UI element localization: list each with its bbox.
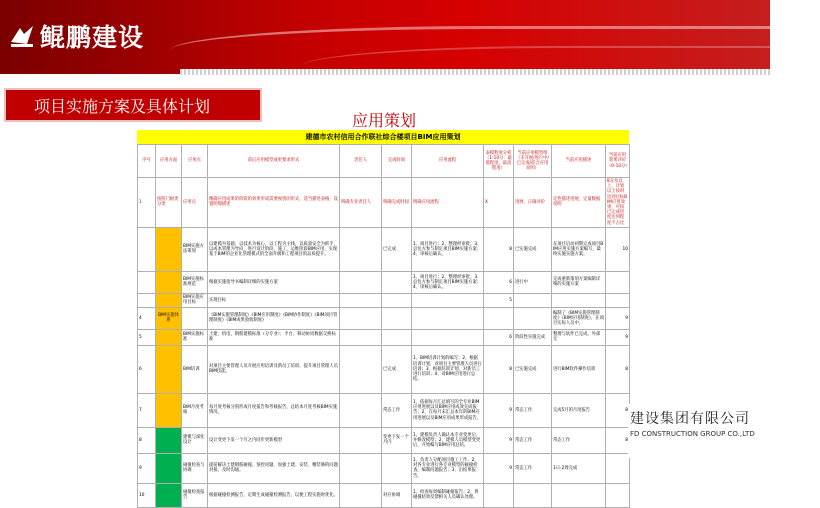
table-cell-flow: 1、BIM培训计划的编写；2、根据培训计划，对项目主要管理人员进行培训；3、根据培训计划，对新员工进行培训；4、对BIM应用进行总结。 — [412, 345, 484, 393]
table-cell-no: 7 — [138, 393, 156, 427]
table-cell-flow — [412, 329, 484, 345]
table-cell-req: 设计变更下发一个月之内同步更新模型 — [208, 427, 340, 453]
table-cell-flow: 1、检查每周编制碰撞报告；2、将碰撞结果反馈相关人员确认处理。 — [412, 483, 484, 507]
table-cell-group — [156, 329, 182, 345]
guide-cell: 定性描述进展，定量数据说明 — [552, 178, 606, 228]
table-cell-status: 阶段性实施完成 — [514, 329, 552, 345]
table-cell-owner — [340, 393, 382, 427]
table-cell-status — [514, 307, 552, 329]
table-cell-point: BIM实施标准 — [182, 329, 208, 345]
table-cell-score — [484, 307, 514, 329]
table-cell-time — [382, 307, 412, 329]
table-cell-group — [156, 427, 182, 453]
table-cell-time: 常态工作 — [382, 393, 412, 427]
table-cell-group — [156, 393, 182, 427]
table-cell-owner — [340, 227, 382, 271]
table-row — [138, 271, 630, 293]
sheet-title: 建德市农村信用合作联社综合楼项目BIM应用策划 — [137, 130, 629, 144]
section-label — [4, 88, 262, 122]
table-row — [138, 227, 630, 271]
table-cell-score — [484, 483, 514, 507]
header-cell: 序号 — [138, 145, 156, 178]
header-banner — [0, 0, 770, 74]
table-cell-eval: 8 — [606, 345, 630, 393]
table-row — [138, 307, 630, 329]
table-cell-desc — [552, 483, 606, 507]
company-logo — [8, 18, 144, 54]
table-cell-score: 8 — [484, 345, 514, 393]
table-cell-time — [382, 453, 412, 483]
company-footer — [628, 404, 770, 458]
header-cell: 当前应用描述 — [552, 145, 606, 178]
table-cell-flow: 1、负责人分配项目施工工作；2、对各专业进行各专业模型的碰撞检查，编制问题报告；3、出结果报告。 — [412, 453, 484, 483]
table-cell-owner — [340, 293, 382, 307]
table-cell-point: BIM实施方法策划 — [182, 227, 208, 271]
header-cell: 表模程度分析（1-10分：最低程度，最高程度） — [484, 145, 514, 178]
table-cell-eval — [606, 271, 630, 293]
table-cell-no: 10 — [138, 483, 156, 507]
table-cell-desc: 1日-2周完成 — [552, 453, 606, 483]
spreadsheet-image — [137, 130, 630, 501]
table-cell-time — [382, 293, 412, 307]
table-cell-point: 碰撞检查与协调 — [182, 453, 208, 483]
table-cell-owner — [340, 427, 382, 453]
guide-cell: X — [484, 178, 514, 228]
table-cell-group — [156, 453, 182, 483]
table-cell-time: 已完成 — [382, 227, 412, 271]
table-cell-flow: 1、项目进行；2、整理经审批；3、总包方参与制定项目BIM实施方案；4、审核后确认。 — [412, 227, 484, 271]
guide-cell: 明确完成时间 — [382, 178, 412, 228]
table-cell-req: 对项目主要管理人员开展应用培训及新员工培训，提升项目管理人员BIM技能。 — [208, 345, 340, 393]
table-cell-eval — [606, 293, 630, 307]
table-cell-time: 对应协调 — [382, 483, 412, 507]
table-cell-flow: 1、依据每月汇总填写的全专业BIM应用进展以及BIM应用成效完成报告；2、在每月末汇总本年的BIM应用进展以及BIM应用成果形成报告。 — [412, 393, 484, 427]
table-cell-req: 实现目标 — [208, 293, 340, 307]
table-cell-point: 建模与深化设计 — [182, 427, 208, 453]
header-cell: 应用点 — [182, 145, 208, 178]
table-cell-owner — [340, 345, 382, 393]
table-cell-point: 碰撞检查报告 — [182, 483, 208, 507]
table-cell-req: 根据实施指导书编制详细的实施方案 — [208, 271, 340, 293]
guide-cell: 精确应用成果的阶段的效果形成需要视别的形式，适当描述表格，设置明细描述 — [208, 178, 340, 228]
table-cell-status: 已实施完成 — [514, 227, 552, 271]
guide-cell: 1 — [138, 178, 156, 228]
table-cell-time — [382, 329, 412, 345]
table-cell-time: 变更下发一个月内 — [382, 427, 412, 453]
table-body — [138, 227, 630, 507]
table-row — [138, 393, 630, 427]
table-cell-desc: 编制了《BIM实施管理制度》《BIM应用制度》，在项目实际人员中。 — [552, 307, 606, 329]
table-cell-owner — [340, 483, 382, 507]
header-cell: 当前应用模型组（未开展/进行中/已完成/结合应用说明） — [514, 145, 552, 178]
table-cell-point: BIM实施标准规范 — [182, 271, 208, 293]
table-cell-eval — [606, 453, 630, 483]
company-name-cn: 建设集团有限公司 — [630, 411, 750, 427]
table-cell-desc: 在项目启动初期完成项目BIM应用实施方案编写，最终实施实施方案。 — [552, 227, 606, 271]
table-cell-point — [182, 307, 208, 329]
table-cell-score: 9 — [484, 393, 514, 427]
table-cell-desc: 常态工作 — [552, 427, 606, 453]
table-cell-owner — [340, 453, 382, 483]
table-cell-flow — [412, 293, 484, 307]
header-cell: 完成时间 — [382, 145, 412, 178]
header-cell: 责任人 — [340, 145, 382, 178]
table-cell-owner — [340, 329, 382, 345]
table-cell-no: 5 — [138, 329, 156, 345]
guide-cell: 应用点 — [182, 178, 208, 228]
table-cell-score: 9 — [484, 453, 514, 483]
table-cell-flow — [412, 307, 484, 329]
guide-cell: 明确专业责任人 — [340, 178, 382, 228]
table-row — [138, 329, 630, 345]
logo-text: 鲲鹏建设 — [40, 23, 145, 52]
table-cell-desc: 整理与软件已完成，外部无 — [552, 329, 606, 345]
table-cell-score: 5 — [484, 293, 514, 307]
table-cell-owner — [340, 307, 382, 329]
table-cell-no: 8 — [138, 427, 156, 453]
table-cell-group — [156, 345, 182, 393]
table-cell-req: 提前解决土建钢筋碰撞，预控问题，加强土建、安装、精装修的问题对接，及时沟通。 — [208, 453, 340, 483]
table-cell-flow: 1、建模负责人确认本专业变更后，并修改模型；2、建模人员模型变更后，开始编写BIM应用总结。 — [412, 427, 484, 453]
table-cell-group — [156, 293, 182, 307]
header-stripe — [180, 69, 770, 75]
table-cell-status: 已实施完成 — [514, 345, 552, 393]
table-cell-flow: 1、项目进行；2、整理经审批；3、总包方参与制定项目BIM实施方案；4、审核后确认。 — [412, 271, 484, 293]
table-cell-status: 进行中 — [514, 271, 552, 293]
table-cell-eval: 9 — [606, 329, 630, 345]
table-cell-no — [138, 293, 156, 307]
table-cell-no — [138, 271, 156, 293]
table-cell-no: 6 — [138, 345, 156, 393]
company-name-en: FD CONSTRUCTION GROUP CO.,LTD — [630, 430, 755, 438]
table-cell-status: 常态工作 — [514, 453, 552, 483]
table-cell-eval — [606, 483, 630, 507]
table-cell-group — [156, 227, 182, 271]
table-cell-status — [514, 293, 552, 307]
table-cell-eval: 8 — [606, 427, 630, 453]
header-cell: 应用方面 — [156, 145, 182, 178]
table-cell-score: 9 — [484, 427, 514, 453]
table-cell-eval: 10 — [606, 227, 630, 271]
table-cell-req: 以建模为基础，以技术为核心，以工程为主线，以质量安全为抓手，以成本管理为导向，进行设计阶段、施工、运维阶段BIM应用，实现基于BIM的企业化管理模式的全面升级和工程项目的品质提升。 — [208, 227, 340, 271]
table-cell-req: 每月度考核分别形成月度报告和考核报告，总结本月度考核BIM实施情况。 — [208, 393, 340, 427]
header-cell: 应用流程 — [412, 145, 484, 178]
table-cell-desc — [552, 293, 606, 307]
guide-cell: 8分及以上，计划以上按时达到目标BIM应用效果，可按已完成进度达到程度不占比 — [606, 178, 630, 228]
table-cell-no: 9 — [138, 453, 156, 483]
table-cell-status — [514, 483, 552, 507]
slide-title: 应用策划 — [352, 111, 417, 130]
table-cell-desc: 完成重新策划方案编制详细的实施方案 — [552, 271, 606, 293]
table-cell-score: 6 — [484, 271, 514, 293]
table-cell-no: 4 — [138, 307, 156, 329]
table-header-row — [138, 145, 630, 178]
table-row — [138, 453, 630, 483]
logo-mark-icon — [8, 22, 36, 50]
table-cell-desc: 进行BIM软件操作培训 — [552, 345, 606, 393]
table-cell-group: BIM实施体系 — [156, 307, 182, 329]
table-cell-no — [138, 227, 156, 271]
table-row — [138, 427, 630, 453]
section-label-text: 项目实施方案及具体计划 — [34, 96, 211, 116]
guide-cell: 进展、正确评价 — [514, 178, 552, 228]
table-cell-desc: 完成5月的月度报告 — [552, 393, 606, 427]
bim-plan-table — [137, 144, 630, 508]
table-cell-req: 土建、机电、钢筋建模标准（分专业）；平台、移动协同数据交换标准 — [208, 329, 340, 345]
table-cell-score: 8 — [484, 227, 514, 271]
table-cell-req: 根据碰撞检测报告，定期生成碰撞检测报告，以便工程实施时优化。 — [208, 483, 340, 507]
header-cell: 当前应用效果评价（0-10分） — [606, 145, 630, 178]
guide-cell: 明确应用流程 — [412, 178, 484, 228]
table-cell-point: BIM实施应用目标 — [182, 293, 208, 307]
table-cell-time: 已完成 — [382, 345, 412, 393]
table-cell-status: 常态工作 — [514, 427, 552, 453]
table-cell-time — [382, 271, 412, 293]
banner-sweep-secondary — [300, 46, 820, 88]
table-cell-status: 常态工作 — [514, 393, 552, 427]
table-cell-score: 6 — [484, 329, 514, 345]
table-cell-point: BIM月度考核 — [182, 393, 208, 427]
table-cell-group — [156, 483, 182, 507]
table-cell-eval: 9 — [606, 307, 630, 329]
header-cell: 前后应用模型成果要求形式 — [208, 145, 340, 178]
table-row — [138, 345, 630, 393]
table-cell-owner — [340, 271, 382, 293]
table-cell-eval: 8 — [606, 393, 630, 427]
table-row — [138, 483, 630, 507]
table-guide-row — [138, 178, 630, 228]
table-cell-group — [156, 271, 182, 293]
guide-cell: 按照门板类分类 — [156, 178, 182, 228]
table-cell-point: BIM培训 — [182, 345, 208, 393]
table-row — [138, 293, 630, 307]
table-cell-req: 《BIM实施管理制度》《BIM应用制度》《BIM协作制度》《BIM项目管理制度》《BIM成果验收制度》 — [208, 307, 340, 329]
